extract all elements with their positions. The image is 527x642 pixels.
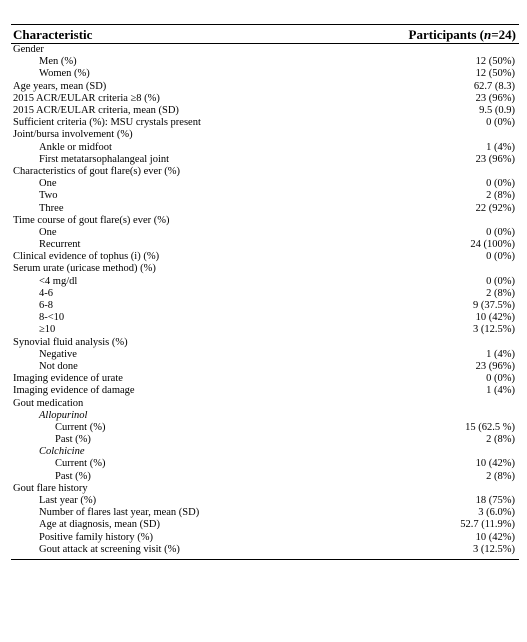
- table-row: [11, 544, 519, 556]
- row-label: Three: [39, 202, 64, 214]
- row-value: 10 (42%): [475, 312, 515, 324]
- row-label: Positive family history (%): [39, 531, 154, 543]
- row-label: Allopurinol: [39, 409, 88, 421]
- table-body: [11, 44, 519, 556]
- row-label: <4 mg/dl: [39, 275, 78, 287]
- table-row: [11, 373, 519, 385]
- row-value: 9.5 (0.9): [479, 105, 515, 117]
- table-row: [11, 56, 519, 68]
- row-label: Last year (%): [39, 495, 97, 507]
- characteristics-table: [11, 24, 519, 560]
- row-label: Gout flare history: [13, 482, 88, 494]
- row-label: Current (%): [55, 458, 106, 470]
- row-value: 24 (100%): [470, 239, 515, 251]
- row-label: 6-8: [39, 300, 53, 312]
- table-row: [11, 190, 519, 202]
- row-value: 2 (8%): [486, 470, 515, 482]
- table-row: [11, 117, 519, 129]
- row-label: Gout medication: [13, 397, 84, 409]
- row-value: 3 (12.5%): [473, 324, 515, 336]
- table-row: [11, 105, 519, 117]
- row-value: 62.7 (8.3): [473, 80, 515, 92]
- table-row: [11, 215, 519, 227]
- table-row: [11, 93, 519, 105]
- row-label: Characteristics of gout flare(s) ever (%): [13, 165, 181, 177]
- row-label: Imaging evidence of urate: [13, 373, 123, 385]
- row-value: 3 (6.0%): [478, 507, 515, 519]
- row-label: 2015 ACR/EULAR criteria, mean (SD): [13, 105, 179, 117]
- table-row: [11, 300, 519, 312]
- row-value: 0 (0%): [486, 251, 515, 263]
- row-value: 0 (0%): [486, 178, 515, 190]
- table-row: [11, 263, 519, 275]
- row-label: Past (%): [55, 470, 91, 482]
- row-value: 0 (0%): [486, 275, 515, 287]
- row-label: Negative: [39, 348, 77, 360]
- row-value: 0 (0%): [486, 373, 515, 385]
- row-value: 12 (50%): [475, 56, 515, 68]
- row-value: 10 (42%): [475, 531, 515, 543]
- table-header: [11, 25, 519, 44]
- row-label: ≥10: [39, 324, 56, 336]
- table-row: [11, 239, 519, 251]
- row-label: Women (%): [39, 68, 90, 80]
- row-value: 10 (42%): [475, 458, 515, 470]
- table-row: [11, 178, 519, 190]
- table-row: [11, 385, 519, 397]
- row-label: Number of flares last year, mean (SD): [39, 507, 200, 519]
- row-value: 1 (4%): [486, 141, 515, 153]
- table-row: [11, 495, 519, 507]
- row-value: 2 (8%): [486, 190, 515, 202]
- table-row: [11, 276, 519, 288]
- row-label: Men (%): [39, 56, 77, 68]
- table-row: [11, 410, 519, 422]
- row-label: Time course of gout flare(s) ever (%): [13, 214, 170, 226]
- row-label: Age at diagnosis, mean (SD): [39, 519, 161, 531]
- table-row: [11, 68, 519, 80]
- column-header-characteristic: Characteristic: [13, 27, 93, 42]
- table-row: [11, 361, 519, 373]
- table-row: [11, 337, 519, 349]
- row-label: Imaging evidence of damage: [13, 385, 135, 397]
- row-label: Serum urate (uricase method) (%): [13, 263, 156, 275]
- table-row: [11, 471, 519, 483]
- row-label: 4-6: [39, 287, 53, 299]
- table-row: [11, 312, 519, 324]
- table-row: [11, 483, 519, 495]
- table-row: [11, 349, 519, 361]
- table-row: [11, 532, 519, 544]
- row-value: 12 (50%): [475, 68, 515, 80]
- row-label: First metatarsophalangeal joint: [39, 153, 170, 165]
- row-label: Colchicine: [39, 446, 85, 458]
- row-value: 52.7 (11.9%): [460, 519, 515, 531]
- row-label: Joint/bursa involvement (%): [13, 129, 133, 141]
- table-row: [11, 519, 519, 531]
- table-row: [11, 251, 519, 263]
- row-value: 23 (96%): [475, 92, 515, 104]
- row-value: 0 (0%): [486, 226, 515, 238]
- table-row: [11, 507, 519, 519]
- row-label: 2015 ACR/EULAR criteria ≥8 (%): [13, 92, 160, 104]
- row-value: 23 (96%): [475, 153, 515, 165]
- row-label: Sufficient criteria (%): MSU crystals present: [13, 117, 201, 129]
- row-label: Gender: [13, 44, 44, 56]
- row-label: Clinical evidence of tophus (i) (%): [13, 251, 160, 263]
- table-row: [11, 44, 519, 56]
- row-value: 3 (12.5%): [473, 543, 515, 555]
- row-label: One: [39, 178, 57, 190]
- table-row: [11, 81, 519, 93]
- table-row: [11, 397, 519, 409]
- row-value: 2 (8%): [486, 287, 515, 299]
- row-label: Synovial fluid analysis (%): [13, 336, 128, 348]
- row-label: Current (%): [55, 421, 106, 433]
- table-row: [11, 166, 519, 178]
- participants-header-suffix: =24): [491, 27, 516, 42]
- row-value: 1 (4%): [486, 385, 515, 397]
- row-value: 1 (4%): [486, 348, 515, 360]
- row-label: Recurrent: [39, 239, 81, 251]
- row-value: 9 (37.5%): [473, 300, 515, 312]
- table-row: [11, 154, 519, 166]
- participants-header-n: n: [484, 27, 492, 42]
- table-row: [11, 202, 519, 214]
- table-bottom-rule: [11, 559, 519, 560]
- row-label: One: [39, 226, 57, 238]
- row-label: Two: [39, 190, 58, 202]
- row-value: 22 (92%): [475, 202, 515, 214]
- row-value: 18 (75%): [475, 495, 515, 507]
- column-header-participants: [409, 27, 518, 43]
- table-row: [11, 458, 519, 470]
- row-value: 0 (0%): [486, 117, 515, 129]
- row-label: 8-<10: [39, 312, 65, 324]
- row-label: Age years, mean (SD): [13, 80, 107, 92]
- row-value: 15 (62.5 %): [465, 421, 515, 433]
- table-row: [11, 142, 519, 154]
- row-value: 2 (8%): [486, 434, 515, 446]
- table-row: [11, 446, 519, 458]
- row-value: 23 (96%): [475, 360, 515, 372]
- row-label: Not done: [39, 360, 78, 372]
- table-row: [11, 422, 519, 434]
- table-row: [11, 288, 519, 300]
- table-row: [11, 434, 519, 446]
- row-label: Past (%): [55, 434, 91, 446]
- row-label: Gout attack at screening visit (%): [39, 543, 180, 555]
- participants-header-prefix: Participants (: [408, 27, 485, 42]
- table-row: [11, 129, 519, 141]
- table-row: [11, 324, 519, 336]
- row-label: Ankle or midfoot: [39, 141, 112, 153]
- table-row: [11, 227, 519, 239]
